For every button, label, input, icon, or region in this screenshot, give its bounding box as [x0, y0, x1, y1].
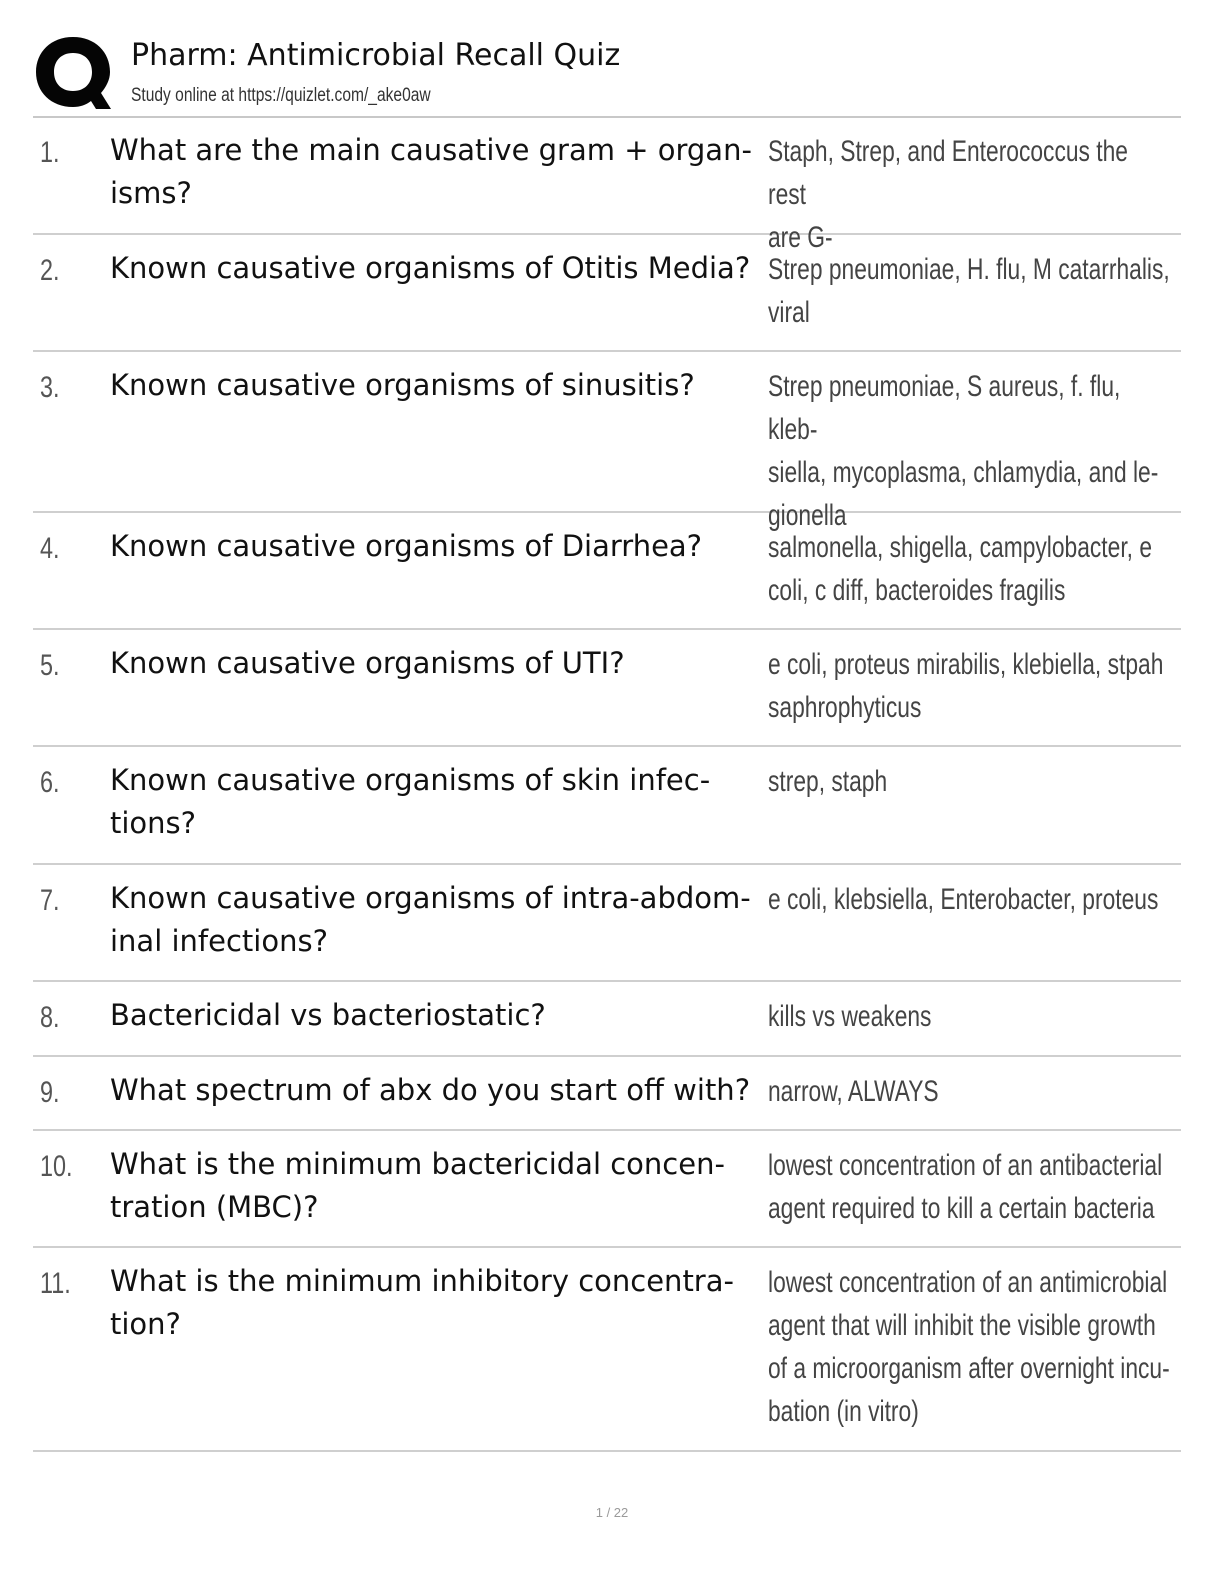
card-definition-box	[768, 1144, 1163, 1230]
flashcard-row	[33, 513, 1181, 630]
card-number: 7.	[40, 884, 60, 917]
card-number: 8.	[40, 1001, 60, 1034]
flashcard-row	[33, 1248, 1181, 1452]
flashcard-row	[33, 117, 1181, 254]
card-definition-box	[768, 365, 1159, 537]
card-definition-box	[768, 248, 1170, 334]
card-definition: kills vs weakens	[768, 1000, 932, 1033]
card-number: 2.	[40, 254, 60, 287]
card-number: 1.	[40, 136, 60, 169]
card-definition-box	[768, 995, 1072, 1038]
flashcard-row	[33, 1131, 1181, 1248]
card-term: What is the minimum bactericidal concen- tration (MBC)?	[110, 1147, 725, 1224]
card-number: 9.	[40, 1076, 60, 1109]
card-term: What are the main causative gram + organ- isms?	[110, 133, 752, 210]
card-term: Bactericidal vs bacteriostatic?	[110, 998, 546, 1032]
card-definition: salmonella, shigella, campylobacter, e coli, c diff, bacteroides fragilis	[768, 531, 1153, 607]
card-definition-box	[768, 760, 1072, 803]
card-term: Known causative organisms of sinusitis?	[110, 368, 695, 402]
card-definition: narrow, ALWAYS	[768, 1075, 939, 1108]
quizlet-q-logo-icon	[34, 35, 112, 111]
card-term: What is the minimum inhibitory concentra- tion?	[110, 1264, 734, 1341]
flashcard-row	[33, 982, 1181, 1057]
card-number: 4.	[40, 532, 60, 565]
card-definition: Staph, Strep, and Enterococcus the rest are G-	[768, 135, 1128, 254]
card-number: 6.	[40, 766, 60, 799]
card-definition-box	[768, 643, 1164, 729]
card-number: 5.	[40, 649, 60, 682]
card-definition: lowest concentration of an antimicrobial agent that will inhibit the visible growth of a microorganism after overnight incu- bation (in vitro)	[768, 1266, 1170, 1428]
flashcard-row	[33, 352, 1181, 532]
card-number: 10.	[40, 1150, 73, 1183]
card-definition-box	[768, 878, 1159, 921]
flashcard-row	[33, 1057, 1181, 1131]
page-title: Pharm: Antimicrobial Recall Quiz	[131, 38, 621, 73]
card-term: Known causative organisms of Otitis Media?	[110, 251, 751, 285]
card-definition: e coli, proteus mirabilis, klebiella, stpah saphrophyticus	[768, 648, 1164, 724]
flashcard-row	[33, 747, 1181, 865]
study-online-link[interactable]: Study online at https://quizlet.com/_ake0aw	[131, 85, 431, 106]
card-definition-box	[768, 1070, 1072, 1113]
card-term: Known causative organisms of intra-abdom- inal infections?	[110, 881, 751, 958]
card-definition-box	[768, 526, 1153, 612]
card-definition: strep, staph	[768, 765, 888, 798]
card-definition-box	[768, 1261, 1170, 1433]
card-term: Known causative organisms of skin infec- tions?	[110, 763, 711, 840]
card-term: Known causative organisms of UTI?	[110, 646, 625, 680]
card-term: What spectrum of abx do you start off with?	[110, 1073, 751, 1107]
page-number: 1 / 22	[595, 1505, 629, 1520]
flashcard-row	[33, 235, 1181, 352]
card-definition: e coli, klebsiella, Enterobacter, proteus	[768, 883, 1159, 916]
card-term: Known causative organisms of Diarrhea?	[110, 529, 703, 563]
flashcard-list	[33, 117, 1181, 1452]
card-number: 11.	[40, 1267, 71, 1300]
card-definition: Strep pneumoniae, H. flu, M catarrhalis, viral	[768, 253, 1170, 329]
card-definition: Strep pneumoniae, S aureus, f. flu, kleb- siella, mycoplasma, chlamydia, and le- gionella	[768, 370, 1159, 532]
card-number: 3.	[40, 371, 60, 404]
flashcard-row	[33, 630, 1181, 747]
flashcard-row	[33, 865, 1181, 982]
card-definition: lowest concentration of an antibacterial agent required to kill a certain bacteria	[768, 1149, 1163, 1225]
